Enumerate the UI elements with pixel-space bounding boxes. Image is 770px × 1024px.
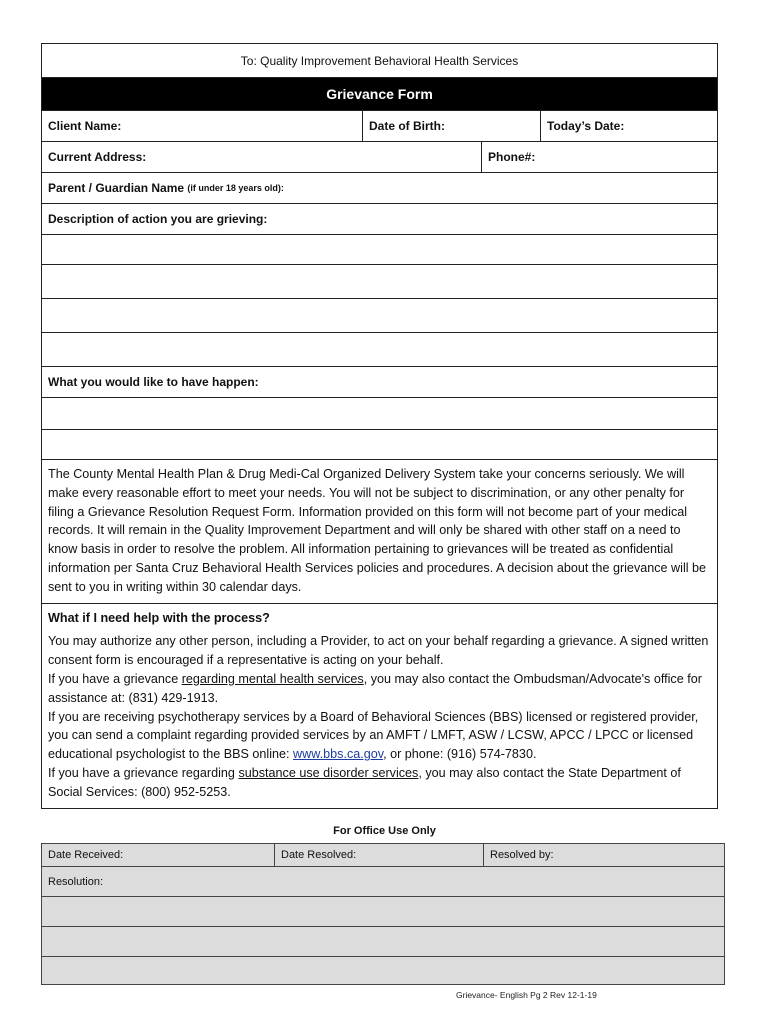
resolution-line-1[interactable]	[42, 897, 724, 927]
guardian-name-label: Parent / Guardian Name	[48, 181, 185, 195]
resolved-by-field[interactable]	[483, 844, 724, 866]
grievance-form	[41, 43, 718, 809]
description-line-1[interactable]	[42, 235, 717, 265]
form-recipient-row	[42, 44, 717, 78]
phone-label: Phone#:	[488, 150, 536, 164]
happen-label: What you would like to have happen:	[48, 375, 259, 389]
todays-date-field[interactable]	[540, 111, 717, 141]
help-paragraph-authorize: You may authorize any other person, including a Provider, to act on your behalf regarding a grievance. A signed written consent form is encouraged if a representative is acting on your behalf.	[48, 634, 709, 668]
confidentiality-section	[42, 460, 717, 604]
date-received-label: Date Received:	[48, 849, 124, 861]
substance-use-services-text: substance use disorder services	[238, 765, 419, 780]
guardian-row[interactable]	[42, 173, 717, 204]
help-paragraph-bbs: If you are receiving psychotherapy services by a Board of Behavioral Sciences (BBS) licensed or registered provider, you can send a complaint regarding provided services by an AMFT / LMFT, ASW / LCSW, APCC / LPCC or licensed educational psychologist to the BBS online: www.bbs.ca.gov, or phone: (916) 574-7830.	[48, 709, 699, 762]
description-line-3[interactable]	[42, 299, 717, 333]
bbs-website-link[interactable]: www.bbs.ca.gov	[293, 747, 384, 762]
phone-field[interactable]	[481, 142, 717, 172]
footer-revision: Grievance- English Pg 2 Rev 12-1-19	[456, 990, 597, 1000]
resolution-label: Resolution:	[48, 875, 104, 888]
help-paragraph-sud: If you have a grievance regarding substance use disorder services, you may also contact the State Department of Social Services: (800) 952-5253.	[48, 765, 681, 799]
current-address-field[interactable]	[42, 142, 481, 172]
date-of-birth-field[interactable]	[362, 111, 540, 141]
date-received-field[interactable]	[42, 844, 274, 866]
description-label-row	[42, 204, 717, 235]
client-name-label: Client Name:	[48, 119, 122, 133]
form-title: Grievance Form	[326, 86, 433, 102]
mental-health-services-text: regarding mental health services	[181, 671, 364, 686]
guardian-name-field[interactable]	[42, 173, 717, 203]
address-row	[42, 142, 717, 173]
description-line-2[interactable]	[42, 265, 717, 299]
resolved-by-label: Resolved by:	[490, 849, 554, 861]
recipient-line: To: Quality Improvement Behavioral Health Services	[240, 53, 519, 68]
office-use-table	[41, 843, 725, 985]
confidentiality-text: The County Mental Health Plan & Drug Medi-Cal Organized Delivery System take your concerns seriously. We will make every reasonable effort to meet your needs. You will not be subject to discrimination, or any other penalty for filing a Grievance Resolution Request Form. Information provided on this form will not become part of your medical records. It will remain in the Quality Improvement Department and will only be shared with other staff on a need to know basis in order to resolve the problem. All information pertaining to grievances will be treated as confidential information per Santa Cruz Behavioral Health Services policies and procedures. A decision about the grievance will be sent to you in writing within 30 calendar days.	[48, 467, 707, 594]
help-section	[42, 604, 717, 808]
current-address-label: Current Address:	[48, 150, 147, 164]
happen-line-1[interactable]	[42, 398, 717, 430]
help-paragraph-ombudsman: If you have a grievance regarding mental health services, you may also contact the Ombudsman/Advocate's office for assistance at: (831) 429-1913.	[48, 671, 702, 705]
description-label: Description of action you are grieving:	[48, 212, 268, 226]
description-line-4[interactable]	[42, 333, 717, 367]
office-use-title: For Office Use Only	[333, 825, 436, 837]
resolution-line-3[interactable]	[42, 957, 724, 984]
help-title: What if I need help with the process?	[48, 610, 270, 625]
form-title-bar	[42, 78, 717, 111]
client-name-field[interactable]	[42, 111, 362, 141]
happen-line-2[interactable]	[42, 430, 717, 460]
todays-date-label: Today’s Date:	[547, 119, 625, 133]
office-dates-row	[42, 844, 724, 867]
resolution-row[interactable]	[42, 867, 724, 897]
client-info-row	[42, 111, 717, 142]
guardian-age-note: (if under 18 years old):	[187, 183, 284, 193]
date-resolved-label: Date Resolved:	[281, 849, 357, 861]
date-resolved-field[interactable]	[274, 844, 483, 866]
happen-label-row	[42, 367, 717, 398]
resolution-line-2[interactable]	[42, 927, 724, 957]
date-of-birth-label: Date of Birth:	[369, 119, 445, 133]
